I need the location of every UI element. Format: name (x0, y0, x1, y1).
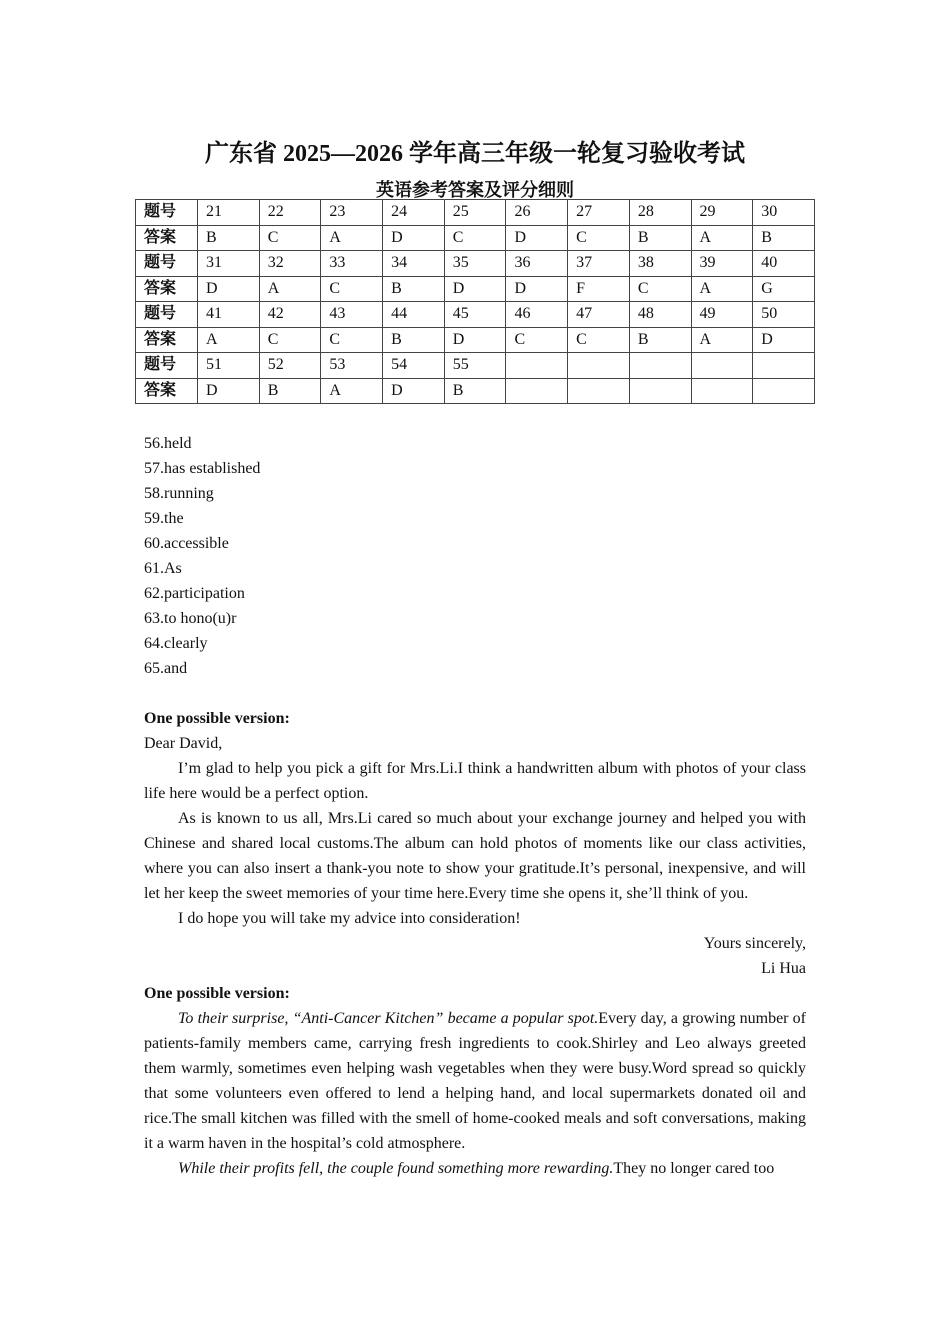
question-number-cell: 30 (753, 200, 815, 226)
question-number-cell: 29 (691, 200, 753, 226)
fill-in-answer-item: 59.the (144, 510, 184, 527)
answer-cell: D (506, 225, 568, 251)
question-number-cell: 50 (753, 302, 815, 328)
question-number-row (136, 251, 815, 277)
fill-in-answer-item: 57.has established (144, 460, 261, 477)
answer-cell: C (259, 225, 321, 251)
answer-cell: C (568, 225, 630, 251)
paragraph-1-opening-sentence: To their surprise, “Anti-Cancer Kitchen” became a popular spot. (178, 1010, 599, 1027)
question-number-cell: 40 (753, 251, 815, 277)
question-number-cell: 48 (629, 302, 691, 328)
answer-cell: A (691, 327, 753, 353)
question-number-cell: 55 (444, 353, 506, 379)
question-number-cell: 33 (321, 251, 383, 277)
answer-cell (568, 378, 630, 404)
question-number-cell: 46 (506, 302, 568, 328)
question-number-cell: 42 (259, 302, 321, 328)
letter-closing: Yours sincerely, (703, 935, 806, 952)
fill-in-answer-item: 58.running (144, 485, 214, 502)
question-number-cell: 21 (198, 200, 260, 226)
question-number-cell: 34 (383, 251, 445, 277)
answer-row (136, 327, 815, 353)
answer-cell: A (198, 327, 260, 353)
question-number-cell (691, 353, 753, 379)
answer-cell: B (198, 225, 260, 251)
question-number-cell: 35 (444, 251, 506, 277)
question-number-label: 题号 (136, 353, 198, 379)
answer-cell: C (259, 327, 321, 353)
answer-cell: D (198, 378, 260, 404)
question-number-cell: 43 (321, 302, 383, 328)
writing-2-heading: One possible version: (144, 985, 290, 1002)
fill-in-answer-list (144, 431, 260, 681)
writing-1-heading: One possible version: (144, 710, 290, 727)
question-number-cell: 38 (629, 251, 691, 277)
answer-cell: A (691, 225, 753, 251)
answer-cell: B (383, 276, 445, 302)
answer-cell (629, 378, 691, 404)
fill-in-answer-item: 60.accessible (144, 535, 229, 552)
fill-in-answer-item: 65.and (144, 660, 188, 677)
question-number-cell: 49 (691, 302, 753, 328)
answer-cell: B (383, 327, 445, 353)
question-number-label: 题号 (136, 251, 198, 277)
question-number-cell: 22 (259, 200, 321, 226)
answer-cell: D (383, 225, 445, 251)
question-number-cell: 52 (259, 353, 321, 379)
question-number-row (136, 200, 815, 226)
document-title: 广东省 2025—2026 学年高三年级一轮复习验收考试 (205, 141, 745, 167)
document-subtitle: 英语参考答案及评分细则 (376, 180, 574, 200)
answer-cell (506, 378, 568, 404)
question-number-cell: 25 (444, 200, 506, 226)
answer-cell: B (753, 225, 815, 251)
fill-in-answer-item: 63.to hono(u)r (144, 610, 237, 627)
answer-label: 答案 (136, 327, 198, 353)
question-number-cell: 51 (198, 353, 260, 379)
answer-cell: B (259, 378, 321, 404)
answer-row (136, 225, 815, 251)
answer-cell: D (383, 378, 445, 404)
answer-cell: A (321, 225, 383, 251)
answer-cell: D (198, 276, 260, 302)
question-number-cell: 24 (383, 200, 445, 226)
question-number-cell: 32 (259, 251, 321, 277)
fill-in-answer-item: 56.held (144, 435, 192, 452)
answer-cell: B (629, 225, 691, 251)
paragraph-1-body: Every day, a growing number of patients-family members came, carrying fresh ingredients to cook.Shirley and Leo always greeted them warmly, sometimes even helping wash vegetables when they were busy.Word spread so quickly that some volunteers even offered to lend a helping hand, and local supermarkets donated oil and rice.The small kitchen was filled with the smell of home-cooked meals and soft conversations, making it a warm haven in the hospital’s cold atmosphere. (144, 1010, 806, 1152)
answer-label: 答案 (136, 276, 198, 302)
question-number-row (136, 302, 815, 328)
answer-cell: C (321, 276, 383, 302)
question-number-cell: 44 (383, 302, 445, 328)
question-number-cell: 28 (629, 200, 691, 226)
answer-cell: F (568, 276, 630, 302)
question-number-cell (629, 353, 691, 379)
answer-cell: A (259, 276, 321, 302)
answer-cell: C (506, 327, 568, 353)
answer-cell: A (691, 276, 753, 302)
question-number-row (136, 353, 815, 379)
answer-cell: B (629, 327, 691, 353)
question-number-cell: 53 (321, 353, 383, 379)
answer-cell: D (444, 327, 506, 353)
question-number-cell: 37 (568, 251, 630, 277)
question-number-cell: 41 (198, 302, 260, 328)
question-number-cell: 39 (691, 251, 753, 277)
question-number-cell: 36 (506, 251, 568, 277)
question-number-label: 题号 (136, 200, 198, 226)
question-number-cell: 23 (321, 200, 383, 226)
answer-cell (753, 378, 815, 404)
question-number-cell: 26 (506, 200, 568, 226)
question-number-cell (753, 353, 815, 379)
answer-cell: G (753, 276, 815, 302)
question-number-cell: 27 (568, 200, 630, 226)
fill-in-answer-item: 61.As (144, 560, 182, 577)
answer-cell (691, 378, 753, 404)
fill-in-answer-item: 64.clearly (144, 635, 208, 652)
question-number-cell: 54 (383, 353, 445, 379)
continuation-paragraph-1 (144, 1006, 806, 1156)
answer-cell: C (629, 276, 691, 302)
writing-task-1 (144, 706, 806, 1181)
letter-paragraph: I’m glad to help you pick a gift for Mrs.Li.I think a handwritten album with photos of your class life here would be a perfect option. (144, 760, 806, 802)
question-number-cell: 45 (444, 302, 506, 328)
answer-row (136, 276, 815, 302)
answer-cell: D (506, 276, 568, 302)
paragraph-2-body: They no longer cared too (613, 1160, 775, 1177)
question-number-cell: 31 (198, 251, 260, 277)
question-number-label: 题号 (136, 302, 198, 328)
letter-paragraph: I do hope you will take my advice into consideration! (178, 910, 521, 927)
answer-label: 答案 (136, 225, 198, 251)
answer-cell: D (753, 327, 815, 353)
answer-cell: C (321, 327, 383, 353)
answer-label: 答案 (136, 378, 198, 404)
answer-cell: B (444, 378, 506, 404)
answer-cell: C (568, 327, 630, 353)
answer-cell: A (321, 378, 383, 404)
answer-row (136, 378, 815, 404)
paragraph-2-opening-sentence: While their profits fell, the couple found something more rewarding. (178, 1160, 614, 1177)
question-number-cell: 47 (568, 302, 630, 328)
answer-cell: C (444, 225, 506, 251)
letter-greeting: Dear David, (144, 735, 223, 752)
letter-signature: Li Hua (761, 960, 806, 977)
answer-cell: D (444, 276, 506, 302)
continuation-paragraph-2 (144, 1156, 806, 1181)
answer-table (135, 199, 815, 404)
question-number-cell (506, 353, 568, 379)
question-number-cell (568, 353, 630, 379)
fill-in-answer-item: 62.participation (144, 585, 245, 602)
letter-paragraph: As is known to us all, Mrs.Li cared so much about your exchange journey and helped you with Chinese and shared local customs.The album can hold photos of moments like our class activities, where you can also insert a thank-you note to show your gratitude.It’s personal, inexpensive, and will let her keep the sweet memories of your time here.Every time she opens it, she’ll think of you. (144, 810, 806, 902)
